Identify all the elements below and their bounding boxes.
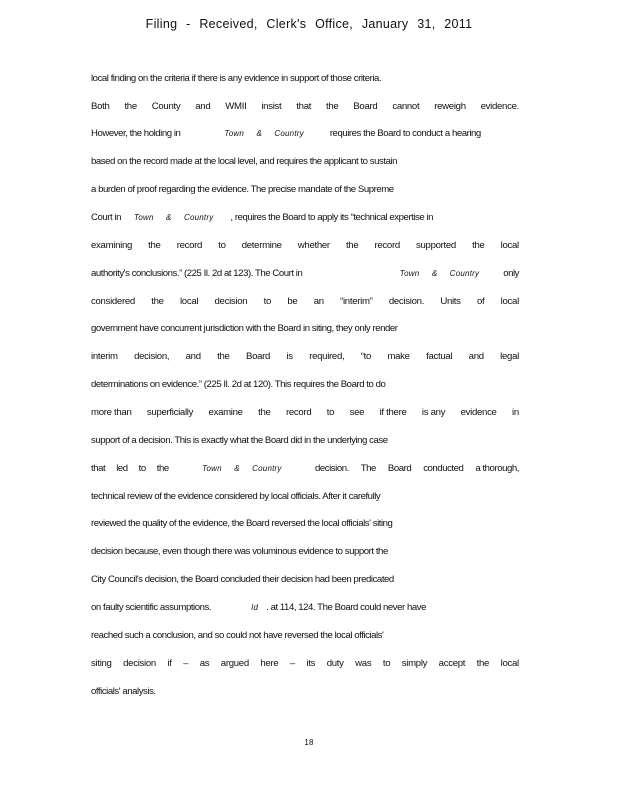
word: argued xyxy=(220,658,249,669)
word: in xyxy=(512,407,519,418)
word: cannot xyxy=(392,101,420,112)
word: determine xyxy=(241,240,282,251)
text-line: government have concurrent jurisdiction with the Board in siting, they only render xyxy=(91,323,398,334)
text-span: authority's conclusions.” (225 Il. 2d at 123). The Court in xyxy=(91,268,303,279)
word: if xyxy=(167,658,172,669)
word: be xyxy=(287,296,298,307)
word: see xyxy=(349,407,365,418)
text-line: a burden of proof regarding the evidence. The precise mandate of the Supreme xyxy=(91,184,394,195)
word: the xyxy=(148,240,161,251)
word: interim xyxy=(91,351,118,362)
word: decision, xyxy=(134,351,170,362)
word: was xyxy=(355,658,372,669)
text-line xyxy=(91,658,519,670)
word: and xyxy=(185,351,201,362)
word: insist xyxy=(261,101,282,112)
text-line: local finding on the criteria if there is any evidence in support of those criteria. xyxy=(91,73,382,84)
word: more than xyxy=(91,407,132,418)
word: to xyxy=(218,240,226,251)
text-line: reached such a conclusion, and so could not have reversed the local officials' xyxy=(91,630,384,641)
text-line: based on the record made at the local level, and requires the applicant to sustain xyxy=(91,156,398,167)
word: Board xyxy=(353,101,378,112)
word: of xyxy=(476,296,485,307)
word: Units xyxy=(440,296,461,307)
word: to xyxy=(326,407,335,418)
word: evidence xyxy=(460,407,497,418)
word: The xyxy=(360,463,376,474)
citation-id: Id xyxy=(251,603,259,612)
word: its xyxy=(306,658,316,669)
word: the xyxy=(326,101,339,112)
word: record xyxy=(176,240,203,251)
case-name: Town & Country xyxy=(399,269,480,278)
text-span: , requires the Board to apply its “technical expertise in xyxy=(230,212,434,223)
word: a thorough, xyxy=(475,463,519,474)
word: local xyxy=(500,658,519,669)
word: examining xyxy=(91,240,133,251)
text-span xyxy=(315,463,519,475)
word: decision xyxy=(123,658,156,669)
word: the xyxy=(476,658,490,669)
word: – xyxy=(289,658,295,669)
word: if there xyxy=(379,407,407,418)
word: Board xyxy=(245,351,271,362)
word: led xyxy=(116,463,128,474)
page-number: 18 xyxy=(304,738,314,747)
word: WMII xyxy=(225,101,247,112)
word: Board xyxy=(387,463,412,474)
text-line xyxy=(91,407,519,419)
word: “interim” xyxy=(340,296,373,307)
word: decision. xyxy=(388,296,425,307)
word: the xyxy=(151,296,164,307)
word: record xyxy=(374,240,400,251)
word: reweigh xyxy=(434,101,466,112)
word: as xyxy=(199,658,210,669)
text-line xyxy=(91,240,519,252)
text-line: support of a decision. This is exactly what the Board did in the underlying case xyxy=(91,435,388,446)
word: simply xyxy=(401,658,428,669)
word: the xyxy=(124,101,137,112)
word: superficially xyxy=(146,407,194,418)
word: make xyxy=(387,351,410,362)
text-span xyxy=(91,463,169,475)
word: decision xyxy=(214,296,248,307)
word: the xyxy=(472,240,485,251)
word: considered xyxy=(91,296,135,307)
text-line: reviewed the quality of the evidence, the Board reversed the local officials' siting xyxy=(91,518,393,529)
word: siting xyxy=(91,658,112,669)
text-span: Court in xyxy=(91,212,121,223)
word: local xyxy=(179,296,199,307)
word: County xyxy=(151,101,181,112)
word: conducted xyxy=(423,463,464,474)
word: is any xyxy=(421,407,446,418)
word: to xyxy=(138,463,146,474)
word: required, xyxy=(309,351,345,362)
text-span: However, the holding in xyxy=(91,128,181,139)
word: to xyxy=(382,658,391,669)
word: to xyxy=(263,296,272,307)
word: decision. xyxy=(315,463,349,474)
text-line xyxy=(91,268,519,280)
text-line xyxy=(91,212,433,224)
word: an xyxy=(313,296,324,307)
word: evidence. xyxy=(480,101,519,112)
case-name: Town & Country xyxy=(134,213,214,222)
case-name: Town & Country xyxy=(202,464,282,473)
word: – xyxy=(183,658,189,669)
text-line: determinations on evidence.” (225 Il. 2d at 120). This requires the Board to do xyxy=(91,379,386,390)
word: local xyxy=(500,296,519,307)
word: the xyxy=(258,407,271,418)
word: the xyxy=(156,463,169,474)
word: that xyxy=(91,463,106,474)
text-line: officials' analysis. xyxy=(91,686,156,697)
word: examine xyxy=(208,407,243,418)
text-line: technical review of the evidence considered by local officials. After it carefully xyxy=(91,491,381,502)
text-span: only xyxy=(503,268,519,279)
text-span: on faulty scientific assumptions. xyxy=(91,602,212,613)
text-line xyxy=(91,128,481,140)
text-line: City Council's decision, the Board concluded their decision had been predicated xyxy=(91,574,394,585)
word: that xyxy=(296,101,312,112)
text-line: decision because, even though there was voluminous evidence to support the xyxy=(91,546,388,557)
word: Both xyxy=(91,101,110,112)
word: duty xyxy=(326,658,344,669)
word: local xyxy=(500,240,519,251)
text-span: . at 114, 124. The Board could never have xyxy=(266,602,427,613)
word: record xyxy=(285,407,312,418)
text-line xyxy=(91,602,426,614)
word: factual xyxy=(426,351,453,362)
text-span: requires the Board to conduct a hearing xyxy=(329,128,481,139)
word: whether xyxy=(297,240,330,251)
text-line xyxy=(91,351,519,363)
word: the xyxy=(345,240,359,251)
word: the xyxy=(217,351,230,362)
text-line xyxy=(91,101,519,113)
filing-stamp-header: Filing - Received, Clerk's Office, January 31, 2011 xyxy=(145,17,473,31)
word: is xyxy=(286,351,293,362)
text-line xyxy=(91,296,519,308)
word: and xyxy=(468,351,484,362)
word: legal xyxy=(500,351,519,362)
word: supported xyxy=(416,240,456,251)
case-name: Town & Country xyxy=(224,129,304,138)
word: accept xyxy=(438,658,466,669)
word: here xyxy=(260,658,279,669)
word: and xyxy=(195,101,211,112)
word: “to xyxy=(360,351,372,362)
text-line xyxy=(91,463,519,475)
